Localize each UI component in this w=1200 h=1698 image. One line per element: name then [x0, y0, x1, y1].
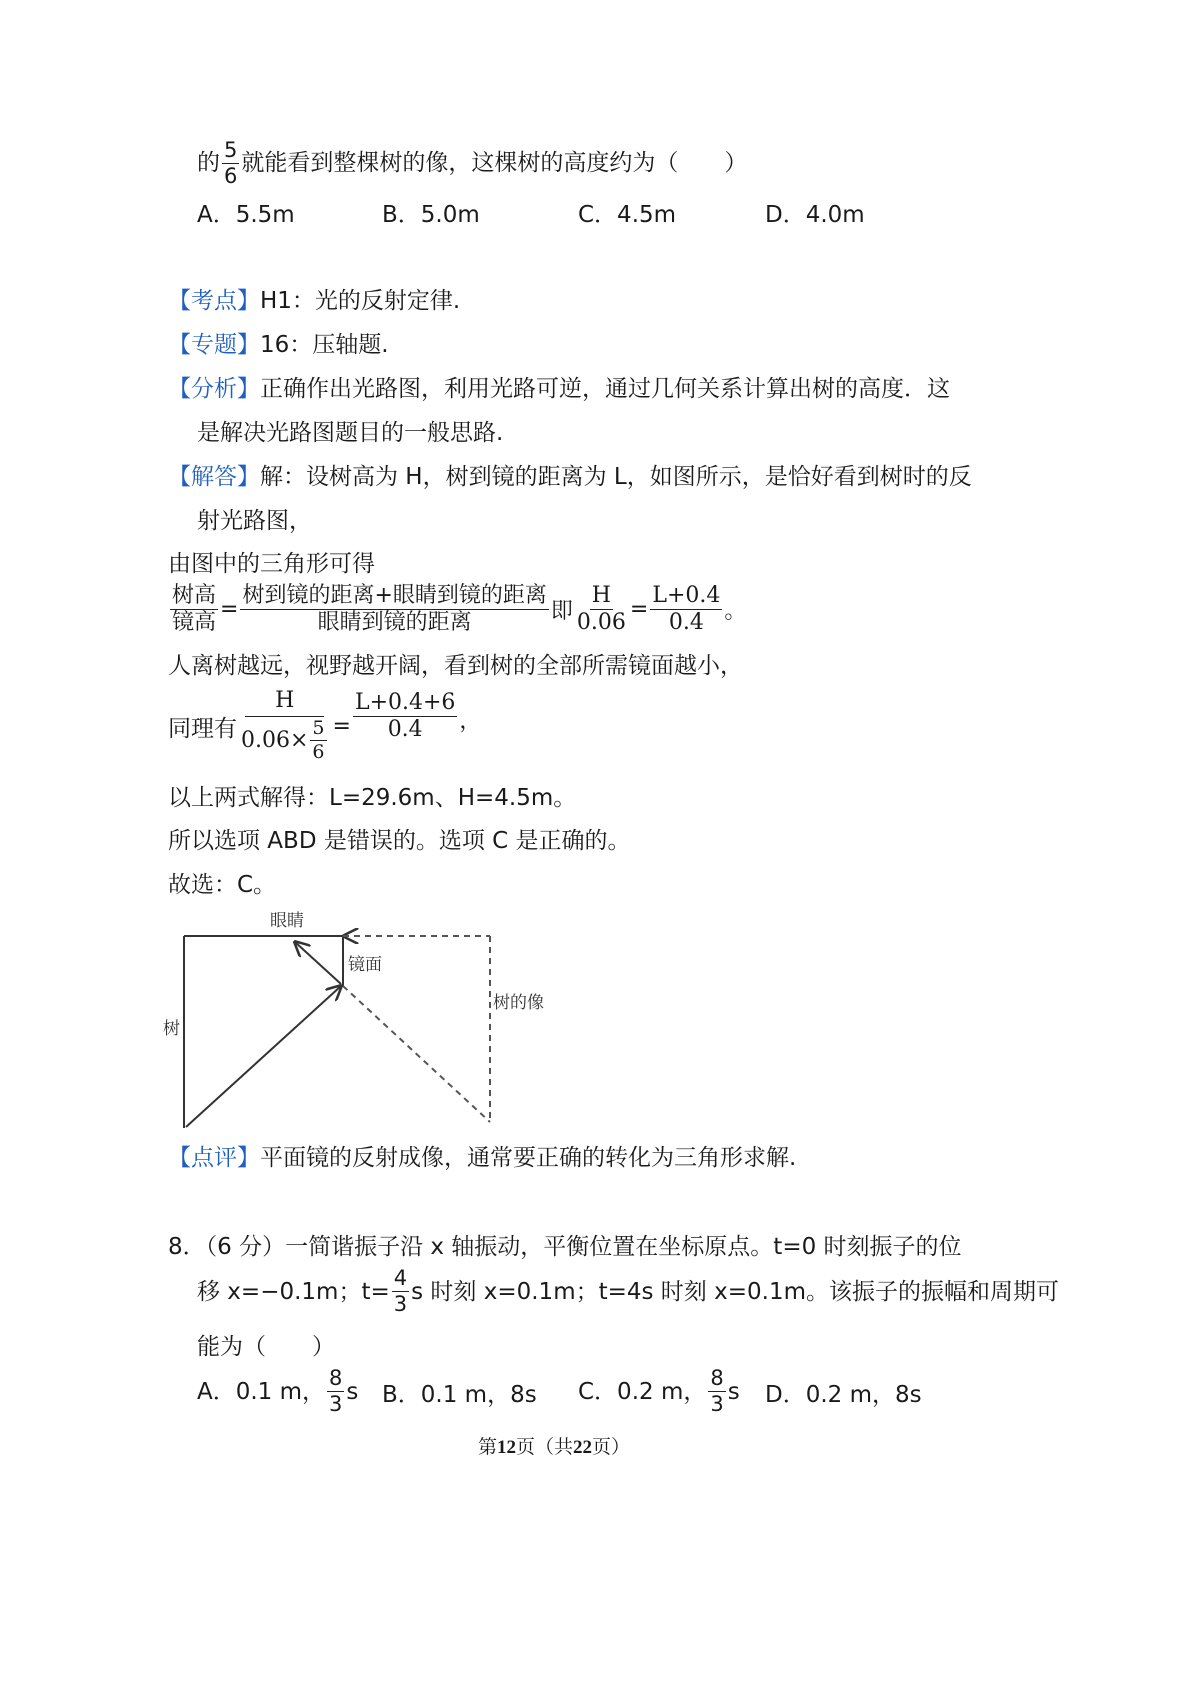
dianping-text: 平面镜的反射成像，通常要正确的转化为三角形求解.	[260, 1145, 797, 1171]
q8-line1: 8．（6 分）一简谐振子沿 x 轴振动，平衡位置在坐标原点。t=0 时刻振子的位	[168, 1234, 962, 1260]
eq2-inner-num: 5	[312, 717, 325, 739]
footer-total-pages: 22	[573, 1437, 593, 1458]
q8-opta-num: 8	[329, 1366, 343, 1390]
eq1-frac-h	[575, 585, 628, 634]
label-image: 树的像	[493, 993, 544, 1013]
jieda-line2: 射光路图，	[197, 508, 312, 534]
eq2-frac-l	[353, 692, 457, 741]
eq1-ji: 即	[550, 599, 573, 624]
q8-optc-post: s	[727, 1378, 740, 1405]
footer-pre: 第	[478, 1437, 498, 1458]
q8-optc-pre: C．0.2 m，	[578, 1378, 707, 1405]
jieda-line7: 故选：C。	[168, 872, 277, 898]
q8-option-b: B．0.1 m，8s	[382, 1382, 537, 1408]
jieda-line4: 人离树越远，视野越开阔，看到树的全部所需镜面越小，	[168, 653, 743, 679]
eq2-prefix: 同理有	[168, 715, 237, 742]
kaodian-line	[168, 286, 460, 316]
eq2-inner-den: 6	[312, 741, 325, 763]
footer-post: 页）	[592, 1437, 631, 1458]
q8-optc-den: 3	[710, 1392, 724, 1416]
label-eye: 眼睛	[270, 911, 304, 931]
eq1-frac-tree-mirror	[170, 585, 218, 634]
q8-opta-den: 3	[329, 1392, 343, 1416]
kaodian-text: H1：光的反射定律.	[260, 288, 461, 314]
eq2-f1-num: H	[245, 690, 324, 717]
eq2-equals: =	[332, 713, 351, 739]
footer-mid: 页（共	[516, 1437, 574, 1458]
eq1-f2-den: 眼睛到镜的距离	[317, 610, 472, 635]
fenxi-line1	[168, 374, 950, 404]
eq1-equals-b: =	[629, 597, 649, 622]
q8-opta-frac	[327, 1368, 344, 1415]
q8-opta-post: s	[346, 1378, 359, 1405]
jieda-tag: 【解答】	[168, 464, 260, 490]
q8-opta-pre: A．0.1 m，	[197, 1378, 326, 1405]
q7-stem	[197, 140, 747, 187]
eq2-f1-den	[239, 717, 331, 762]
dianping-line	[168, 1143, 796, 1173]
q8-option-a	[197, 1368, 358, 1415]
q8-line2-pre: 移 x=−0.1m；t=	[197, 1278, 390, 1305]
q7-frac-den: 6	[224, 164, 238, 188]
q8-option-d: D．0.2 m，8s	[765, 1382, 922, 1408]
q8-line2-post: s 时刻 x=0.1m；t=4s 时刻 x=0.1m。该振子的振幅和周期可	[411, 1278, 1059, 1305]
q8-line3: 能为（ ）	[197, 1334, 335, 1360]
q8-optc-num: 8	[710, 1366, 724, 1390]
incident-ray	[186, 986, 341, 1127]
label-mirror: 镜面	[348, 955, 382, 975]
eq2-frac-h	[239, 690, 331, 762]
q8-optc-frac	[708, 1368, 725, 1415]
label-tree: 树	[163, 1019, 180, 1039]
eq2-f1-den-pre: 0.06×	[241, 727, 309, 753]
jieda-text1: 解：设树高为 H，树到镜的距离为 L，如图所示，是恰好看到树时的反	[260, 464, 972, 490]
eq1-frac-l	[650, 585, 722, 634]
eq2-f2-den: 0.4	[387, 717, 423, 742]
jieda-line5: 以上两式解得：L=29.6m、H=4.5m。	[168, 785, 577, 811]
zhuanti-tag: 【专题】	[168, 332, 260, 358]
zhuanti-text: 16：压轴题.	[260, 332, 389, 358]
q8-option-c	[578, 1368, 740, 1415]
eq2-inner-frac	[310, 719, 326, 762]
equation-1	[168, 585, 746, 634]
eq1-f3-den: 0.06	[576, 610, 626, 635]
eq1-f3-num: H	[591, 583, 611, 608]
q8-line2	[197, 1268, 1059, 1315]
eq1-f4-num: L+0.4	[652, 583, 721, 608]
equation-2	[168, 690, 481, 762]
eq1-equals-a: =	[220, 597, 239, 622]
eq1-f4-den: 0.4	[668, 610, 704, 635]
q8-frac-num: 4	[393, 1266, 408, 1290]
footer-page-number: 12	[497, 1437, 517, 1458]
eq2-f2-num: L+0.4+6	[354, 690, 456, 715]
reflected-ray	[295, 942, 341, 984]
q7-option-b: B．5.0m	[382, 202, 480, 228]
eq1-frac-distances	[240, 585, 548, 634]
q8-frac-den: 3	[393, 1292, 408, 1316]
page-footer	[478, 1432, 630, 1459]
eq1-f1-den: 镜高	[172, 610, 217, 635]
q7-stem-pre: 的	[197, 150, 220, 176]
q7-option-d: D．4.0m	[765, 202, 865, 228]
q7-stem-post: 就能看到整棵树的像，这棵树的高度约为（ ）	[241, 150, 748, 176]
q7-option-c: C．4.5m	[578, 202, 677, 228]
eq2-end: ，	[459, 709, 482, 734]
q7-frac-num: 5	[224, 138, 238, 162]
eq1-f1-num: 树高	[172, 583, 217, 608]
jieda-line1	[168, 462, 972, 492]
kaodian-tag: 【考点】	[168, 288, 260, 314]
jieda-line6: 所以选项 ABD 是错误的。选项 C 是正确的。	[168, 828, 631, 854]
q7-fraction	[222, 140, 239, 187]
light-path-diagram	[155, 900, 544, 1140]
fenxi-tag: 【分析】	[168, 376, 260, 402]
q7-option-a: A．5.5m	[197, 202, 295, 228]
q8-frac-4-3	[392, 1268, 409, 1315]
jieda-line3: 由图中的三角形可得	[168, 551, 375, 577]
zhuanti-line	[168, 330, 389, 360]
eq1-end: 。	[724, 599, 747, 624]
virtual-ray-dashed	[343, 986, 490, 1122]
eq1-f2-num: 树到镜的距离+眼睛到镜的距离	[242, 583, 547, 608]
fenxi-text1: 正确作出光路图，利用光路可逆，通过几何关系计算出树的高度．这	[260, 376, 950, 402]
dianping-tag: 【点评】	[168, 1145, 260, 1171]
fenxi-line2: 是解决光路图题目的一般思路.	[197, 420, 504, 446]
